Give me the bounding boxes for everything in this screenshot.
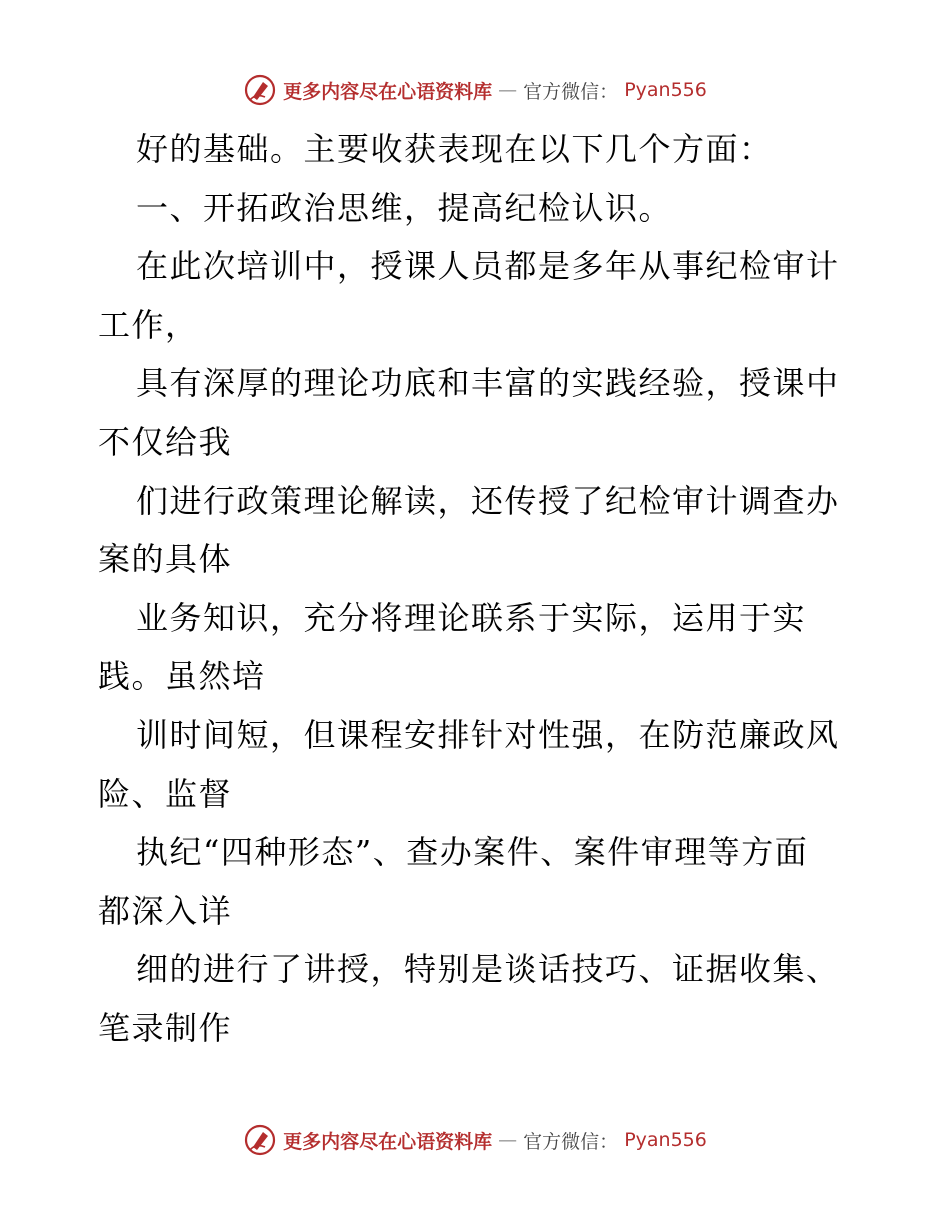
body-line-1: 好的基础。主要收获表现在以下几个方面： bbox=[136, 130, 773, 168]
document-body bbox=[98, 120, 858, 1058]
body-line-14: 都深入详 bbox=[98, 891, 233, 930]
pen-nib-logo-icon bbox=[243, 73, 277, 107]
body-line-4: 工作， bbox=[98, 305, 199, 344]
body-line-3: 在此次培训中，授课人员都是多年从事纪检审计 bbox=[136, 247, 840, 286]
body-line-2: 一、开拓政治思维，提高纪检认识。 bbox=[136, 188, 673, 227]
body-line-5: 具有深厚的理论功底和丰富的实践经验，授课中 bbox=[136, 364, 840, 403]
footer-contact-label: 官方微信： bbox=[523, 1130, 619, 1153]
footer-wechat-handle: Pyan556 bbox=[624, 1129, 707, 1151]
footer-banner bbox=[0, 1120, 950, 1160]
footer-dash: — bbox=[498, 1129, 518, 1151]
header-contact-label: 官方微信： bbox=[523, 80, 619, 103]
body-line-9: 业务知识，充分将理论联系于实际，运用于实 bbox=[136, 598, 807, 637]
footer-brand-text: 更多内容尽在心语资料库 bbox=[283, 1130, 493, 1153]
pen-nib-logo-icon bbox=[243, 1123, 277, 1157]
body-line-8: 案的具体 bbox=[98, 540, 233, 579]
body-line-6: 不仅给我 bbox=[98, 422, 233, 461]
header-dash: — bbox=[498, 79, 518, 101]
header-wechat-handle: Pyan556 bbox=[624, 79, 707, 101]
body-line-12: 险、监督 bbox=[98, 774, 233, 813]
body-line-13: 执纪“四种形态”、查办案件、案件审理等方面 bbox=[136, 833, 809, 872]
header-banner bbox=[0, 70, 950, 110]
body-line-7: 们进行政策理论解读，还传授了纪检审计调查办 bbox=[136, 481, 840, 520]
body-line-15: 细的进行了讲授，特别是谈话技巧、证据收集、 bbox=[136, 950, 840, 989]
body-line-11: 训时间短，但课程安排针对性强，在防范廉政风 bbox=[136, 715, 840, 754]
body-line-10: 践。虽然培 bbox=[98, 657, 266, 696]
header-brand-text: 更多内容尽在心语资料库 bbox=[283, 80, 493, 103]
body-line-16: 笔录制作 bbox=[98, 1008, 233, 1047]
